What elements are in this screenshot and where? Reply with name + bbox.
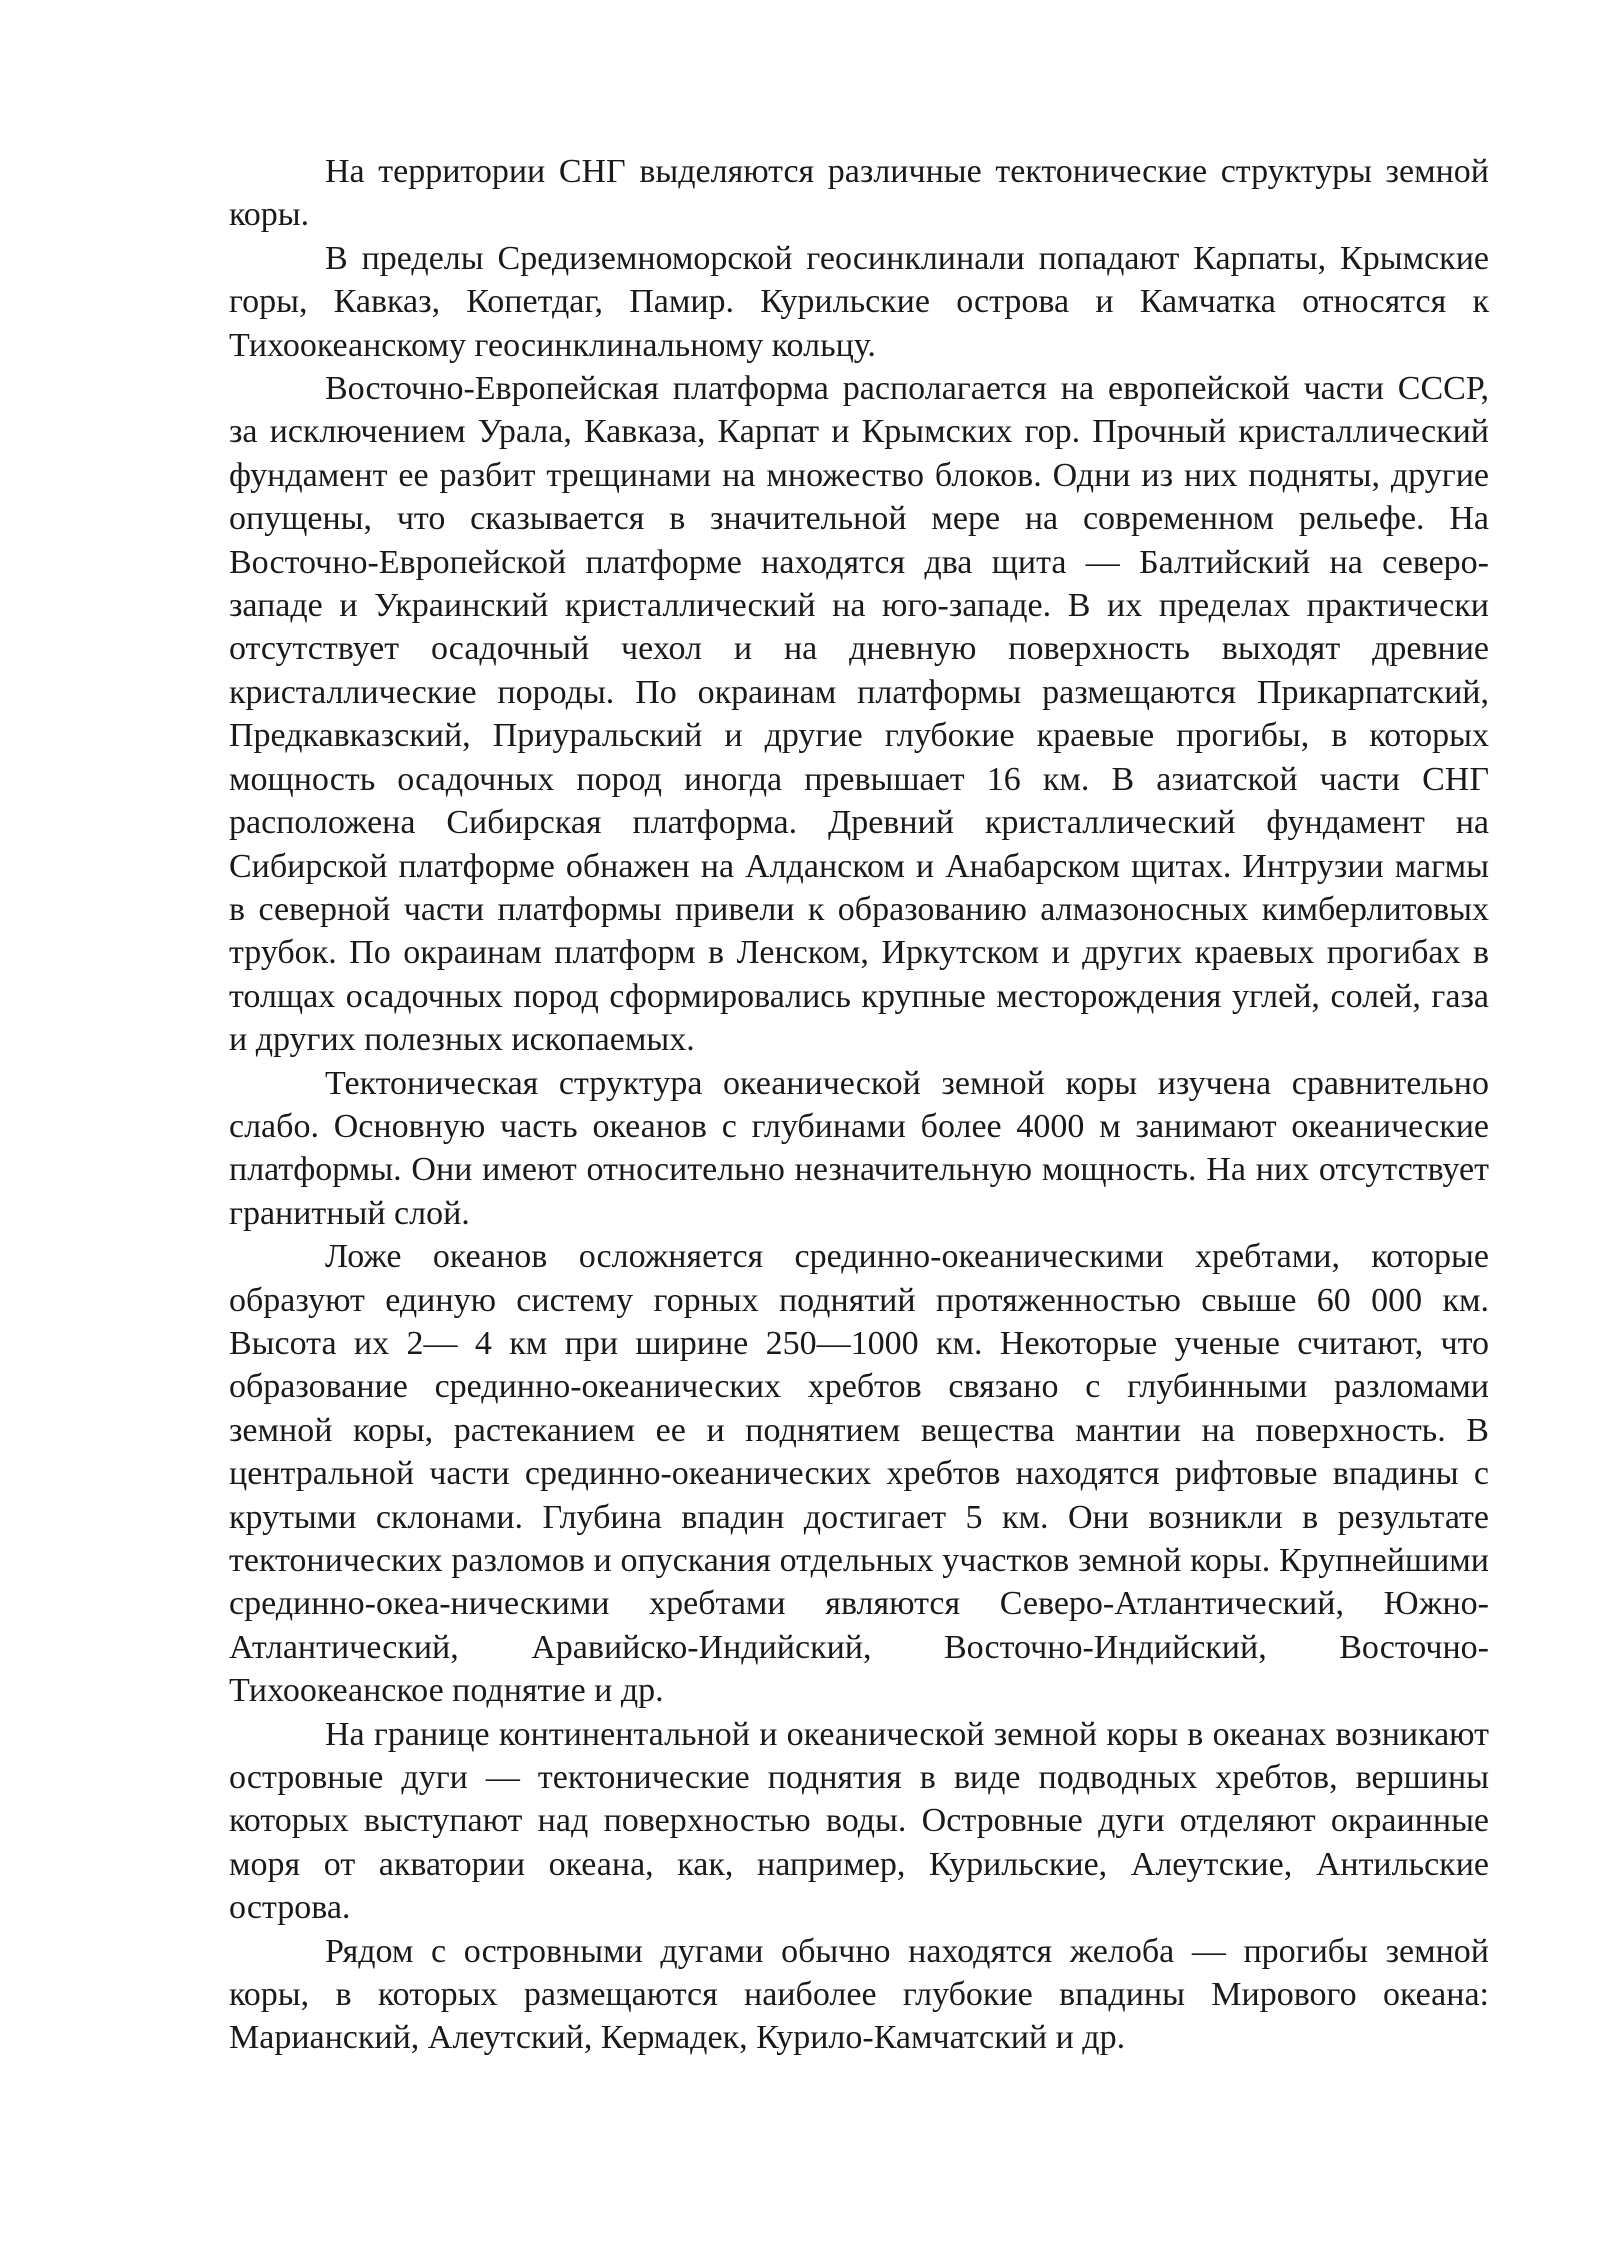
paragraph: Рядом с островными дугами обычно находятся желоба — прогибы земной коры, в которых размещаются наиболее глубокие впадины Мирового океана: Марианский, Алеутский, Кермадек, Курило-Камчатский и др. (229, 1932, 1489, 2057)
paragraph: Восточно-Европейская платформа располагается на европейской части СССР, за исключением Урала, Кавказа, Карпат и Крымских гор. Прочный кристаллический фундамент ее разбит трещинами на множество блоков. Одни из них подняты, другие опущены, что сказывается в значительной мере на современном рельефе. На Восточно-Европейской платформе находятся два щита — Балтийский на северо-западе и Украинский кристаллический на юго-западе. В их пределах практически отсутствует осадочный чехол и на дневную поверхность выходят древние кристаллические породы. По окраинам платформы размещаются Прикарпатский, Предкавказский, Приуральский и другие глубокие краевые прогибы, в которых мощность осадочных пород иногда превышает 16 км. В азиатской части СНГ расположена Сибирская платформа. Древний кристаллический фундамент на Сибирской платформе обнажен на Алданском и Анабарском щитах. Интрузии магмы в северной части платформы привели к образованию алмазоносных кимберлитовых трубок. По окраинам платформ в Ленском, Иркутском и других краевых прогибах в толщах осадочных пород сформировались крупные месторождения углей, солей, газа и других полезных ископаемых. (229, 370, 1489, 1059)
paragraph: Тектоническая структура океанической земной коры изучена сравнительно слабо. Основную часть океанов с глубинами более 4000 м занимают океанические платформы. Они имеют относительно незначительную мощность. На них отсутствует гранитный слой. (229, 1064, 1489, 1232)
paragraph: Ложе океанов осложняется срединно-океаническими хребтами, которые образуют единую систему горных поднятий протяженностью свыше 60 000 км. Высота их 2— 4 км при ширине 250—1000 км. Некоторые ученые считают, что образование срединно-океанических хребтов связано с глубинными разломами земной коры, растеканием ее и поднятием вещества мантии на поверхность. В центральной части срединно-океанических хребтов находятся рифтовые впадины с крутыми склонами. Глубина впадин достигает 5 км. Они возникли в результате тектонических разломов и опускания отдельных участков земной коры. Крупнейшими срединно-океа-ническими хребтами являются Северо-Атлантический, Южно-Атлантический, Аравийско-Индийский, Восточно-Индийский, Восточно-Тихоокеанское поднятие и др. (229, 1238, 1489, 1710)
paragraph: На границе континентальной и океанической земной коры в океанах возникают островные дуги — тектонические поднятия в виде подводных хребтов, вершины которых выступают над поверхностью воды. Островные дуги отделяют окраинные моря от акватории океана, как, например, Курильские, Алеутские, Антильские острова. (229, 1715, 1489, 1927)
paragraph: В пределы Средиземноморской геосинклинали попадают Карпаты, Крымские горы, Кавказ, Копетдаг, Памир. Курильские острова и Камчатка относятся к Тихоокеанскому геосинклинальному кольцу. (229, 239, 1489, 364)
paragraph: На территории СНГ выделяются различные тектонические структуры земной коры. (229, 153, 1489, 234)
document-page (229, 150, 1489, 2060)
